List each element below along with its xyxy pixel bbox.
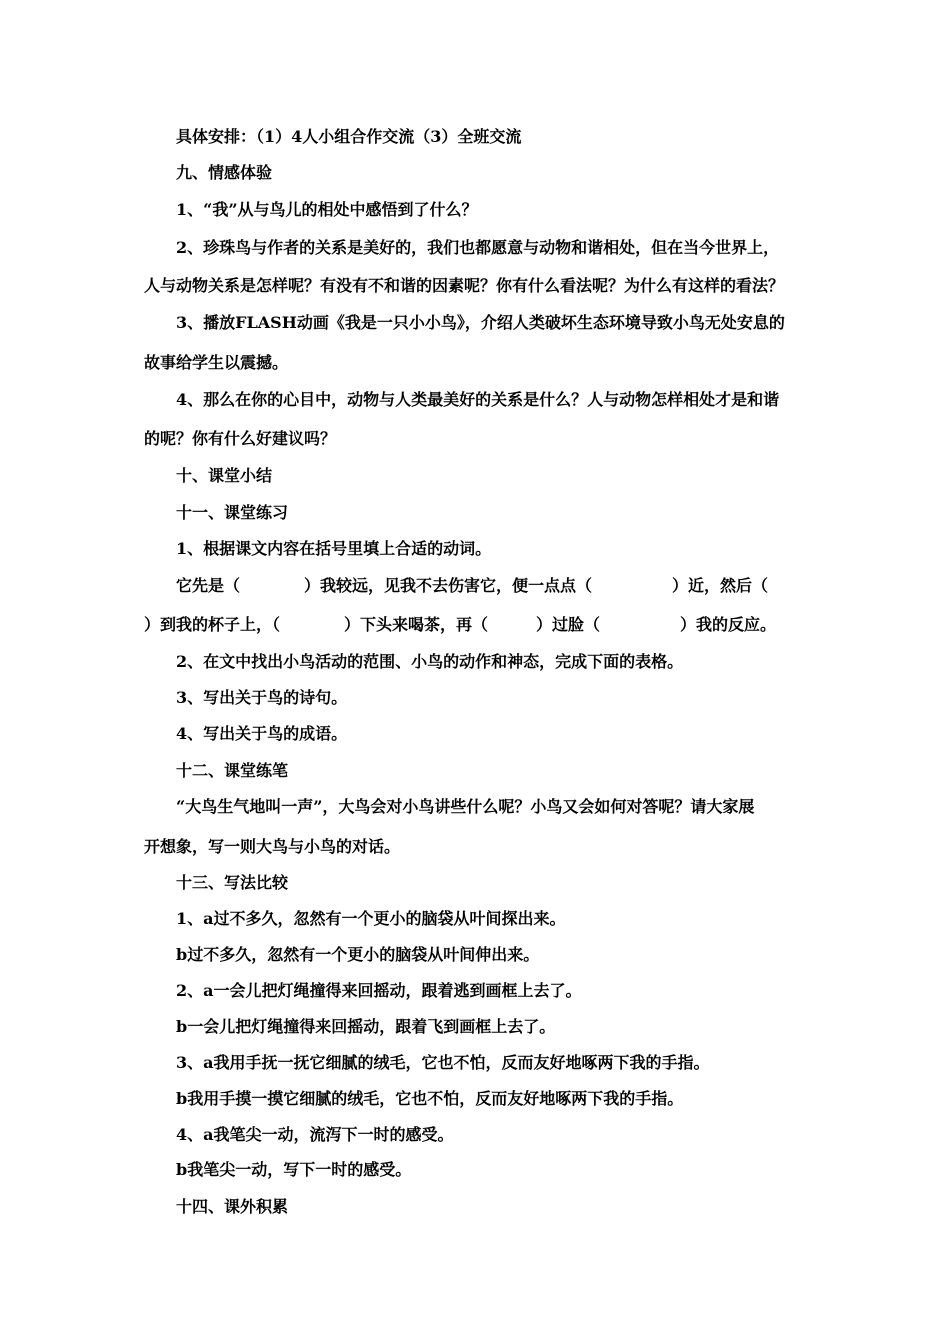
paragraph: 1、根据课文内容在括号里填上合适的动词。 <box>176 539 492 558</box>
paragraph: 3、播放FLASH动画《我是一只小小鸟》，介绍人类破坏生态环境导致小鸟无处安息的 <box>176 313 785 332</box>
section-heading: 十四、课外积累 <box>176 1197 289 1216</box>
paragraph: 2、在文中找出小鸟活动的范围、小鸟的动作和神态，完成下面的表格。 <box>176 652 684 671</box>
paragraph: 3、写出关于鸟的诗句。 <box>176 688 348 707</box>
section-heading: 十一、课堂练习 <box>176 503 289 522</box>
paragraph: 的呢？你有什么好建议吗？ <box>144 429 337 448</box>
comparison-item: b我用手摸一摸它细腻的绒毛，它也不怕，反而友好地啄两下我的手指。 <box>176 1089 684 1108</box>
paragraph: 故事给学生以震撼。 <box>144 353 289 372</box>
comparison-item: 2、a一会儿把灯绳撞得来回摇动，跟着逃到画框上去了。 <box>176 981 582 1000</box>
section-heading: 十二、课堂练笔 <box>176 761 289 780</box>
comparison-item: 4、a我笔尖一动，流泻下一时的感受。 <box>176 1125 454 1144</box>
paragraph: 具体安排：（1）4人小组合作交流（3）全班交流 <box>176 127 522 146</box>
section-heading: 十三、写法比较 <box>176 873 289 892</box>
paragraph: 人与动物关系是怎样呢？有没有不和谐的因素呢？你有什么看法呢？为什么有这样的看法？ <box>144 276 785 295</box>
section-heading: 十、课堂小结 <box>176 466 273 485</box>
fill-in-blank: 它先是（ ）我较远，见我不去伤害它，便一点点（ ）近，然后（ <box>176 576 769 595</box>
paragraph: 开想象，写一则大鸟与小鸟的对话。 <box>144 837 401 856</box>
paragraph: 1、“我”从与鸟儿的相处中感悟到了什么？ <box>176 200 478 219</box>
comparison-item: 1、a过不多久，忽然有一个更小的脑袋从叶间探出来。 <box>176 909 566 928</box>
comparison-item: b我笔尖一动，写下一时的感受。 <box>176 1160 412 1179</box>
comparison-item: b过不多久，忽然有一个更小的脑袋从叶间伸出来。 <box>176 945 540 964</box>
paragraph: 4、那么在你的心目中，动物与人类最美好的关系是什么？人与动物怎样相处才是和谐 <box>176 390 780 409</box>
section-heading: 九、情感体验 <box>176 163 273 182</box>
fill-in-blank: ）到我的杯子上，（ ）下头来喝茶，再（ ）过脸（ ）我的反应。 <box>144 615 777 634</box>
paragraph: “大鸟生气地叫一声”，大鸟会对小鸟讲些什么呢？小鸟又会如何对答呢？请大家展 <box>176 797 755 816</box>
comparison-item: b一会儿把灯绳撞得来回摇动，跟着飞到画框上去了。 <box>176 1017 556 1036</box>
paragraph: 2、珍珠鸟与作者的关系是美好的，我们也都愿意与动物和谐相处，但在当今世界上， <box>176 238 780 257</box>
paragraph: 4、写出关于鸟的成语。 <box>176 724 348 743</box>
comparison-item: 3、a我用手抚一抚它细腻的绒毛，它也不怕，反而友好地啄两下我的手指。 <box>176 1053 710 1072</box>
